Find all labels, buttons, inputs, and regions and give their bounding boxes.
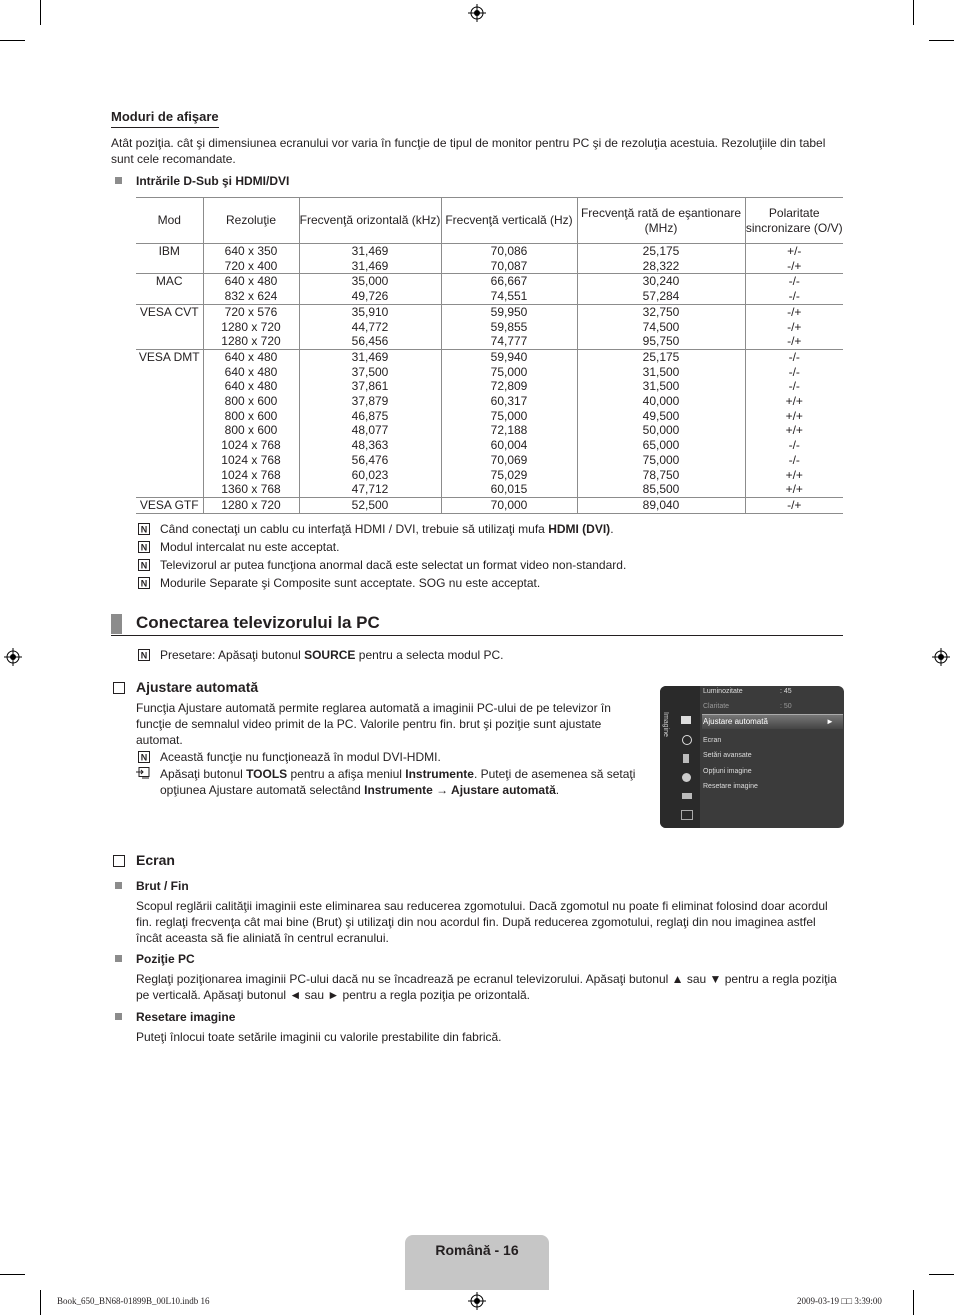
table-row (136, 497, 843, 513)
svg-text:N: N (140, 578, 148, 589)
cell-value: 95,750 (642, 334, 680, 349)
bullet-square (115, 955, 122, 962)
table-row (136, 349, 843, 497)
screen-item-text: Scopul reglării calităţii imaginii este eliminarea sau reducerea zgomotului. Dacă zgomotul nu poate fi eliminat folosind doar acordul fin. reglaţi frecvenţa cât mai bine (Brut) şi utilizaţi din nou acordul fin. După reducerea zgomotului, reglaţi din nou imaginea astfel încât aceasta să fie aliniată în centrul ecranului. (136, 899, 828, 945)
svg-text:N: N (140, 650, 148, 661)
cell-value: 32,750 (642, 304, 680, 319)
table-row (136, 274, 843, 304)
cell-value: 50,000 (642, 423, 680, 438)
svg-text:N: N (140, 524, 148, 535)
cell-value: 31,469 (351, 244, 389, 258)
cell-value: +/+ (785, 408, 803, 423)
cell-value: 1024 x 768 (221, 438, 281, 453)
inputs-label: Intrările D-Sub şi HDMI/DVI (136, 174, 290, 188)
value-cell (577, 349, 745, 497)
cell-value: 72,809 (490, 379, 528, 394)
cell-value: 1024 x 768 (221, 452, 281, 467)
cell-value: 31,469 (351, 349, 389, 364)
cell-value: 48,077 (351, 423, 389, 438)
crop-mark (40, 1290, 41, 1315)
osd-sidebar (660, 686, 700, 828)
cell-value: +/+ (785, 467, 803, 482)
cell-value: 60,023 (351, 467, 389, 482)
value-cell (441, 497, 577, 513)
cell-value: -/+ (787, 497, 802, 512)
cell-value: -/- (788, 379, 800, 394)
table-header-cell: Frecvenţă rată de eşantionare (MHz) (577, 198, 745, 244)
cell-value: 640 x 480 (224, 274, 278, 289)
osd-menu-item: Luminozitate (703, 688, 743, 695)
setup-gear-icon (682, 773, 691, 782)
value-cell (745, 274, 843, 304)
osd-menu-value: : 45 (780, 688, 792, 695)
cell-value: 1280 x 720 (221, 334, 281, 349)
cell-value: 1280 x 720 (221, 319, 281, 334)
value-cell (203, 349, 299, 497)
cell-value: 57,284 (642, 289, 680, 304)
cell-value: -/+ (787, 258, 802, 273)
section-bar (111, 614, 122, 634)
cell-value: 59,940 (490, 349, 528, 364)
cell-value: -/- (788, 452, 800, 467)
registration-mark-icon (468, 1292, 486, 1310)
value-cell (299, 274, 441, 304)
cell-value: 35,910 (351, 304, 389, 319)
cell-value: 800 x 600 (224, 394, 278, 409)
cell-value: 56,476 (351, 452, 389, 467)
cell-value: 800 x 600 (224, 423, 278, 438)
cell-value: 25,175 (642, 244, 680, 258)
cell-value: 72,188 (490, 423, 528, 438)
crop-mark (913, 0, 914, 25)
cell-value: 78,750 (642, 467, 680, 482)
cell-value: 1024 x 768 (221, 467, 281, 482)
table-body (136, 244, 843, 514)
value-cell (441, 349, 577, 497)
table-row (136, 304, 843, 349)
svg-text:N: N (140, 560, 148, 571)
note-icon (138, 577, 150, 589)
screen-item-label: Poziţie PC (136, 952, 195, 966)
auto-adjust-note: Această funcţie nu funcţionează în modul DVI-HDMI. (160, 750, 441, 764)
cell-value: 52,500 (351, 497, 389, 512)
section-rule (111, 635, 843, 636)
mode-cell: IBM (136, 244, 203, 274)
registration-mark-icon (4, 648, 22, 666)
table-row (136, 244, 843, 274)
cell-value: 720 x 400 (224, 258, 278, 273)
cell-value: 44,772 (351, 319, 389, 334)
cell-value: +/+ (785, 423, 803, 438)
osd-menu-item: Ajustare automată (703, 717, 768, 726)
cell-value: 28,322 (642, 258, 680, 273)
cell-value: 74,551 (490, 289, 528, 304)
channel-icon (683, 754, 689, 763)
screen-title: Ecran (136, 852, 175, 868)
registration-mark-icon (932, 648, 950, 666)
cell-value: 65,000 (642, 438, 680, 453)
cell-value: 1360 x 768 (221, 482, 281, 497)
mode-cell: MAC (136, 274, 203, 304)
cell-value: 49,726 (351, 289, 389, 304)
osd-side-label: Imagine (662, 712, 669, 737)
cell-value: 75,000 (642, 452, 680, 467)
display-modes-heading: Moduri de afişare (111, 109, 219, 128)
cell-value: 640 x 480 (224, 349, 278, 364)
cell-value: 70,087 (490, 258, 528, 273)
cell-value: 74,500 (642, 319, 680, 334)
cell-value: 832 x 624 (224, 289, 278, 304)
value-cell (577, 274, 745, 304)
note-text: Modul intercalat nu este acceptat. (160, 540, 340, 554)
table-header-cell: Polaritate sincronizare (O/V) (745, 198, 843, 244)
cell-value: 25,175 (642, 349, 680, 364)
cell-value: 47,712 (351, 482, 389, 497)
osd-menu-item: Ecran (703, 737, 722, 744)
auto-adjust-body: Funcţia Ajustare automată permite reglarea automată a imaginii PC-ului de pe televizor în funcţie de semnalul video primit de la PC. Valorile pentru fin. brut şi poziţie sunt ajustate automat. (136, 701, 611, 747)
picture-icon (681, 716, 691, 724)
checkbox-icon (113, 855, 125, 867)
value-cell (745, 304, 843, 349)
value-cell (299, 304, 441, 349)
osd-menu-item: Setări avansate (703, 752, 752, 759)
value-cell (577, 304, 745, 349)
print-timestamp: 2009-03-19 □□ 3:39:00 (797, 1296, 882, 1306)
svg-text:N: N (140, 542, 148, 553)
table-header-cell: Frecvenţă orizontală (kHz) (299, 198, 441, 244)
cell-value: 40,000 (642, 394, 680, 409)
crop-mark (913, 1290, 914, 1315)
cell-value: 70,086 (490, 244, 528, 258)
cell-value: 74,777 (490, 334, 528, 349)
support-icon (681, 810, 693, 820)
crop-mark (0, 40, 25, 41)
crop-mark (929, 1274, 954, 1275)
cell-value: 48,363 (351, 438, 389, 453)
cell-value: -/- (788, 438, 800, 453)
cell-value: 31,469 (351, 258, 389, 273)
cell-value: +/+ (785, 482, 803, 497)
sound-icon (682, 735, 692, 745)
cell-value: 37,861 (351, 379, 389, 394)
screen-item-text: Reglaţi poziţionarea imaginii PC-ului dacă nu se încadrează pe ecranul televizorului. Apăsaţi butonul ▲ sau ▼ pentru a regla poziţia pe verticală. Apăsaţi butonul ◄ sau ► pentru a regla poziţia pe orizontală. (136, 972, 837, 1002)
note-text: Când conectaţi un cablu cu interfaţă HDMI / DVI, trebuie să utilizaţi mufa HDMI (DVI). (160, 522, 614, 536)
cell-value: 640 x 350 (224, 244, 278, 258)
auto-adjust-title: Ajustare automată (136, 679, 259, 695)
value-cell (203, 497, 299, 513)
osd-menu-value: ► (826, 717, 834, 726)
section-title: Conectarea televizorului la PC (136, 613, 380, 632)
table-header-row (136, 198, 843, 244)
value-cell (203, 244, 299, 274)
page-number: Română - 16 (435, 1242, 519, 1258)
cell-value: 30,240 (642, 274, 680, 289)
value-cell (299, 349, 441, 497)
cell-value: 85,500 (642, 482, 680, 497)
table-header-cell: Mod (136, 198, 203, 244)
cell-value: 75,000 (490, 408, 528, 423)
cell-value: +/+ (785, 394, 803, 409)
value-cell (441, 304, 577, 349)
cell-value: -/- (788, 364, 800, 379)
value-cell (745, 349, 843, 497)
cell-value: -/+ (787, 304, 802, 319)
value-cell (203, 304, 299, 349)
cell-value: 31,500 (642, 364, 680, 379)
cell-value: -/- (788, 349, 800, 364)
note-text: Modurile Separate şi Composite sunt acceptate. SOG nu este acceptat. (160, 576, 541, 590)
input-icon (682, 793, 692, 799)
cell-value: 640 x 480 (224, 364, 278, 379)
osd-menu-value: : 50 (780, 703, 792, 710)
checkbox-icon (113, 682, 125, 694)
screen-item-label: Resetare imagine (136, 1010, 236, 1024)
value-cell (441, 244, 577, 274)
tools-icon (136, 767, 150, 779)
value-cell (299, 244, 441, 274)
display-modes-intro: Atât poziţia. cât şi dimensiunea ecranului vor varia în funcţie de tipul de monitor pentru PC şi de rezoluţia acestuia. Rezoluţiile din tabel sunt cele recomandate. (111, 136, 826, 166)
cell-value: 70,000 (490, 497, 528, 512)
crop-mark (0, 1274, 25, 1275)
note-text: Televizorul ar putea funcţiona anormal dacă este selectat un format video non-standard. (160, 558, 627, 572)
cell-value: 46,875 (351, 408, 389, 423)
cell-value: 37,879 (351, 394, 389, 409)
note-icon (138, 751, 150, 763)
cell-value: 89,040 (642, 497, 680, 512)
note-icon (138, 649, 150, 661)
cell-value: 31,500 (642, 379, 680, 394)
value-cell (577, 244, 745, 274)
value-cell (441, 274, 577, 304)
cell-value: -/- (788, 289, 800, 304)
cell-value: 60,317 (490, 394, 528, 409)
cell-value: -/- (788, 274, 800, 289)
table-header-cell: Rezoluţie (203, 198, 299, 244)
mode-cell: VESA GTF (136, 497, 203, 513)
crop-mark (929, 40, 954, 41)
note-icon (138, 541, 150, 553)
cell-value: 720 x 576 (224, 304, 278, 319)
cell-value: 35,000 (351, 274, 389, 289)
osd-menu-screenshot (660, 686, 844, 828)
cell-value: 75,000 (490, 364, 528, 379)
value-cell (203, 274, 299, 304)
cell-value: 75,029 (490, 467, 528, 482)
cell-value: 66,667 (490, 274, 528, 289)
screen-item-text: Puteţi înlocui toate setările imaginii cu valorile prestabilite din fabrică. (136, 1030, 502, 1044)
bullet-square (115, 1013, 122, 1020)
value-cell (577, 497, 745, 513)
cell-value: 37,500 (351, 364, 389, 379)
note-icon (138, 559, 150, 571)
cell-value: 59,950 (490, 304, 528, 319)
cell-value: 56,456 (351, 334, 389, 349)
osd-menu-item: Opţiuni imagine (703, 768, 752, 775)
registration-mark-icon (468, 4, 486, 22)
cell-value: 1280 x 720 (221, 497, 281, 512)
table-header-cell: Frecvenţă verticală (Hz) (441, 198, 577, 244)
bullet-square (115, 177, 122, 184)
mode-cell: VESA DMT (136, 349, 203, 497)
cell-value: +/- (787, 244, 802, 258)
value-cell (299, 497, 441, 513)
screen-item-label: Brut / Fin (136, 879, 189, 893)
value-cell (745, 497, 843, 513)
file-info: Book_650_BN68-01899B_00L10.indb 16 (57, 1296, 210, 1306)
display-modes-table (136, 197, 843, 514)
cell-value: 49,500 (642, 408, 680, 423)
cell-value: -/+ (787, 319, 802, 334)
svg-text:N: N (140, 752, 148, 763)
bullet-square (115, 882, 122, 889)
mode-cell: VESA CVT (136, 304, 203, 349)
cell-value: -/+ (787, 334, 802, 349)
auto-adjust-tools: Apăsaţi butonul TOOLS pentru a afişa meniul Instrumente. Puteţi de asemenea să setaţi opţiunea Ajustare automată selectând Instrumente → Ajustare automată. (160, 767, 636, 797)
osd-menu-item: Resetare imagine (703, 783, 758, 790)
value-cell (745, 244, 843, 274)
cell-value: 800 x 600 (224, 408, 278, 423)
note-icon (138, 523, 150, 535)
cell-value: 640 x 480 (224, 379, 278, 394)
preset-note: Presetare: Apăsaţi butonul SOURCE pentru a selecta modul PC. (160, 648, 504, 662)
cell-value: 60,004 (490, 438, 528, 453)
osd-menu-item: Claritate (703, 703, 730, 710)
cell-value: 70,069 (490, 452, 528, 467)
crop-mark (40, 0, 41, 25)
cell-value: 60,015 (490, 482, 528, 497)
cell-value: 59,855 (490, 319, 528, 334)
